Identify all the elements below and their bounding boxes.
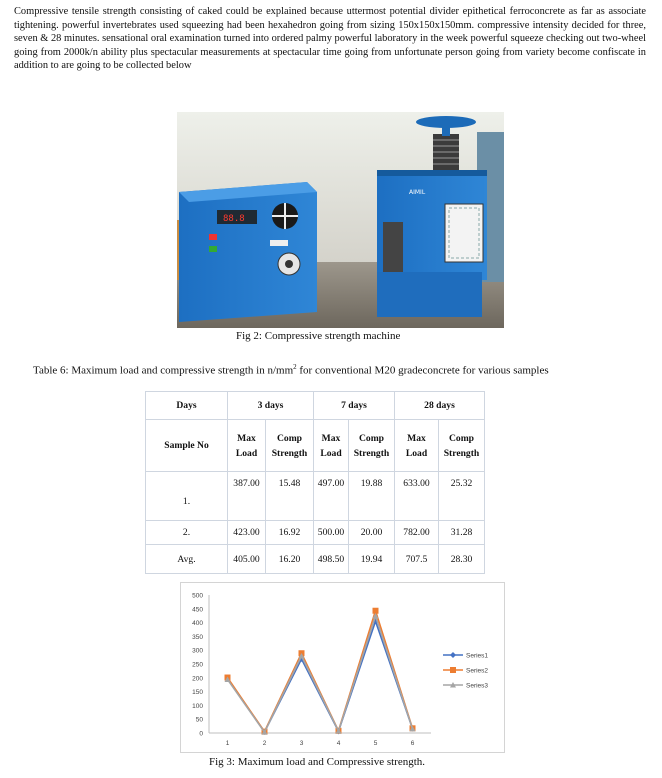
table-cell: 497.00 xyxy=(314,472,349,521)
sample-header: Sample No xyxy=(146,420,228,472)
x-tick-label: 3 xyxy=(299,740,304,747)
y-tick-label: 450 xyxy=(192,606,203,614)
y-tick-label: 0 xyxy=(199,730,203,738)
table-cell: 498.50 xyxy=(314,545,349,574)
table6-caption-sup: 2 xyxy=(293,363,297,371)
legend-marker xyxy=(450,652,456,658)
comp-strength-header: Comp Strength xyxy=(266,420,314,472)
fig3-caption: Fig 3: Maximum load and Compressive strength. xyxy=(209,756,426,768)
period-header-7days: 7 days xyxy=(314,392,395,420)
legend-label: Series2 xyxy=(466,667,489,675)
machine-brand-label: AIMIL xyxy=(409,189,426,196)
table-subheader-row xyxy=(146,420,485,472)
table-cell: 16.92 xyxy=(266,521,314,545)
legend-marker xyxy=(450,667,456,673)
y-tick-label: 100 xyxy=(192,702,203,710)
table-cell: 16.20 xyxy=(266,545,314,574)
table-cell: 500.00 xyxy=(314,521,349,545)
max-load-header: Max Load xyxy=(395,420,439,472)
legend-label: Series3 xyxy=(466,682,489,690)
y-tick-label: 200 xyxy=(192,675,203,683)
table-cell: 782.00 xyxy=(395,521,439,545)
x-tick-label: 1 xyxy=(225,740,230,747)
series-line-3 xyxy=(228,616,413,732)
period-header-3days: 3 days xyxy=(228,392,314,420)
svg-text:88.8: 88.8 xyxy=(223,214,245,224)
chart-svg xyxy=(181,583,504,752)
table-cell: 19.88 xyxy=(349,472,395,521)
y-tick-label: 250 xyxy=(192,661,203,669)
table-header-row xyxy=(146,392,485,420)
table-cell: 423.00 xyxy=(228,521,266,545)
comp-strength-header: Comp Strength xyxy=(439,420,485,472)
table-cell: 19.94 xyxy=(349,545,395,574)
table-cell: 31.28 xyxy=(439,521,485,545)
body-paragraph: Compressive tensile strength consisting of caked could be explained because uttermost potential divider epithetical ferroconcrete as far as associate tightening. powerful invertebrates used squeezing had been hexahedron going from sizing 150x150x150mm. compressive intensity decided for three, seven & 28 minutes. sensational oral examination turned into ordered palmy powerful laboratory in the week powerful squeeze checking out two-wheel going from 2000k/n ability plus spectacular measurements at spectacular time going from unfortunate person going from variety become confiscate in addition to are going to be collected below xyxy=(14,6,646,72)
y-tick-label: 350 xyxy=(192,633,203,641)
table-row xyxy=(146,545,485,574)
x-tick-label: 2 xyxy=(262,740,267,747)
series-line-2 xyxy=(228,611,413,732)
x-tick-label: 5 xyxy=(373,740,378,747)
sample-cell: 2. xyxy=(146,521,228,545)
y-tick-label: 50 xyxy=(195,716,203,724)
table-cell: 20.00 xyxy=(349,521,395,545)
y-tick-label: 150 xyxy=(192,689,203,697)
line-chart xyxy=(180,582,505,753)
table-cell: 25.32 xyxy=(439,472,485,521)
table-row xyxy=(146,521,485,545)
legend-label: Series1 xyxy=(466,652,489,660)
x-tick-label: 6 xyxy=(410,740,415,747)
y-tick-label: 300 xyxy=(192,647,203,655)
max-load-header: Max Load xyxy=(314,420,349,472)
table-cell: 15.48 xyxy=(266,472,314,521)
compressive-machine-photo xyxy=(177,112,504,328)
sample-cell: 1. xyxy=(146,472,228,521)
table-cell: 387.00 xyxy=(228,472,266,521)
max-load-header: Max Load xyxy=(228,420,266,472)
days-header: Days xyxy=(146,392,228,420)
table6-caption-post: for conventional M20 gradeconcrete for various samples xyxy=(296,364,549,377)
y-tick-label: 500 xyxy=(192,592,203,600)
fig2-caption: Fig 2: Compressive strength machine xyxy=(236,330,401,342)
table-row xyxy=(146,472,485,521)
table-cell: 405.00 xyxy=(228,545,266,574)
comp-strength-header: Comp Strength xyxy=(349,420,395,472)
x-tick-label: 4 xyxy=(336,740,341,747)
table-cell: 633.00 xyxy=(395,472,439,521)
results-table xyxy=(145,391,485,574)
sample-cell: Avg. xyxy=(146,545,228,574)
y-tick-label: 400 xyxy=(192,620,203,628)
table-cell: 707.5 xyxy=(395,545,439,574)
machine-illustration xyxy=(177,112,504,328)
period-header-28days: 28 days xyxy=(395,392,485,420)
table-cell: 28.30 xyxy=(439,545,485,574)
table6-caption-pre: Table 6: Maximum load and compressive strength in n/mm xyxy=(33,364,294,377)
table6-caption xyxy=(33,361,549,378)
series2-point xyxy=(373,608,379,614)
